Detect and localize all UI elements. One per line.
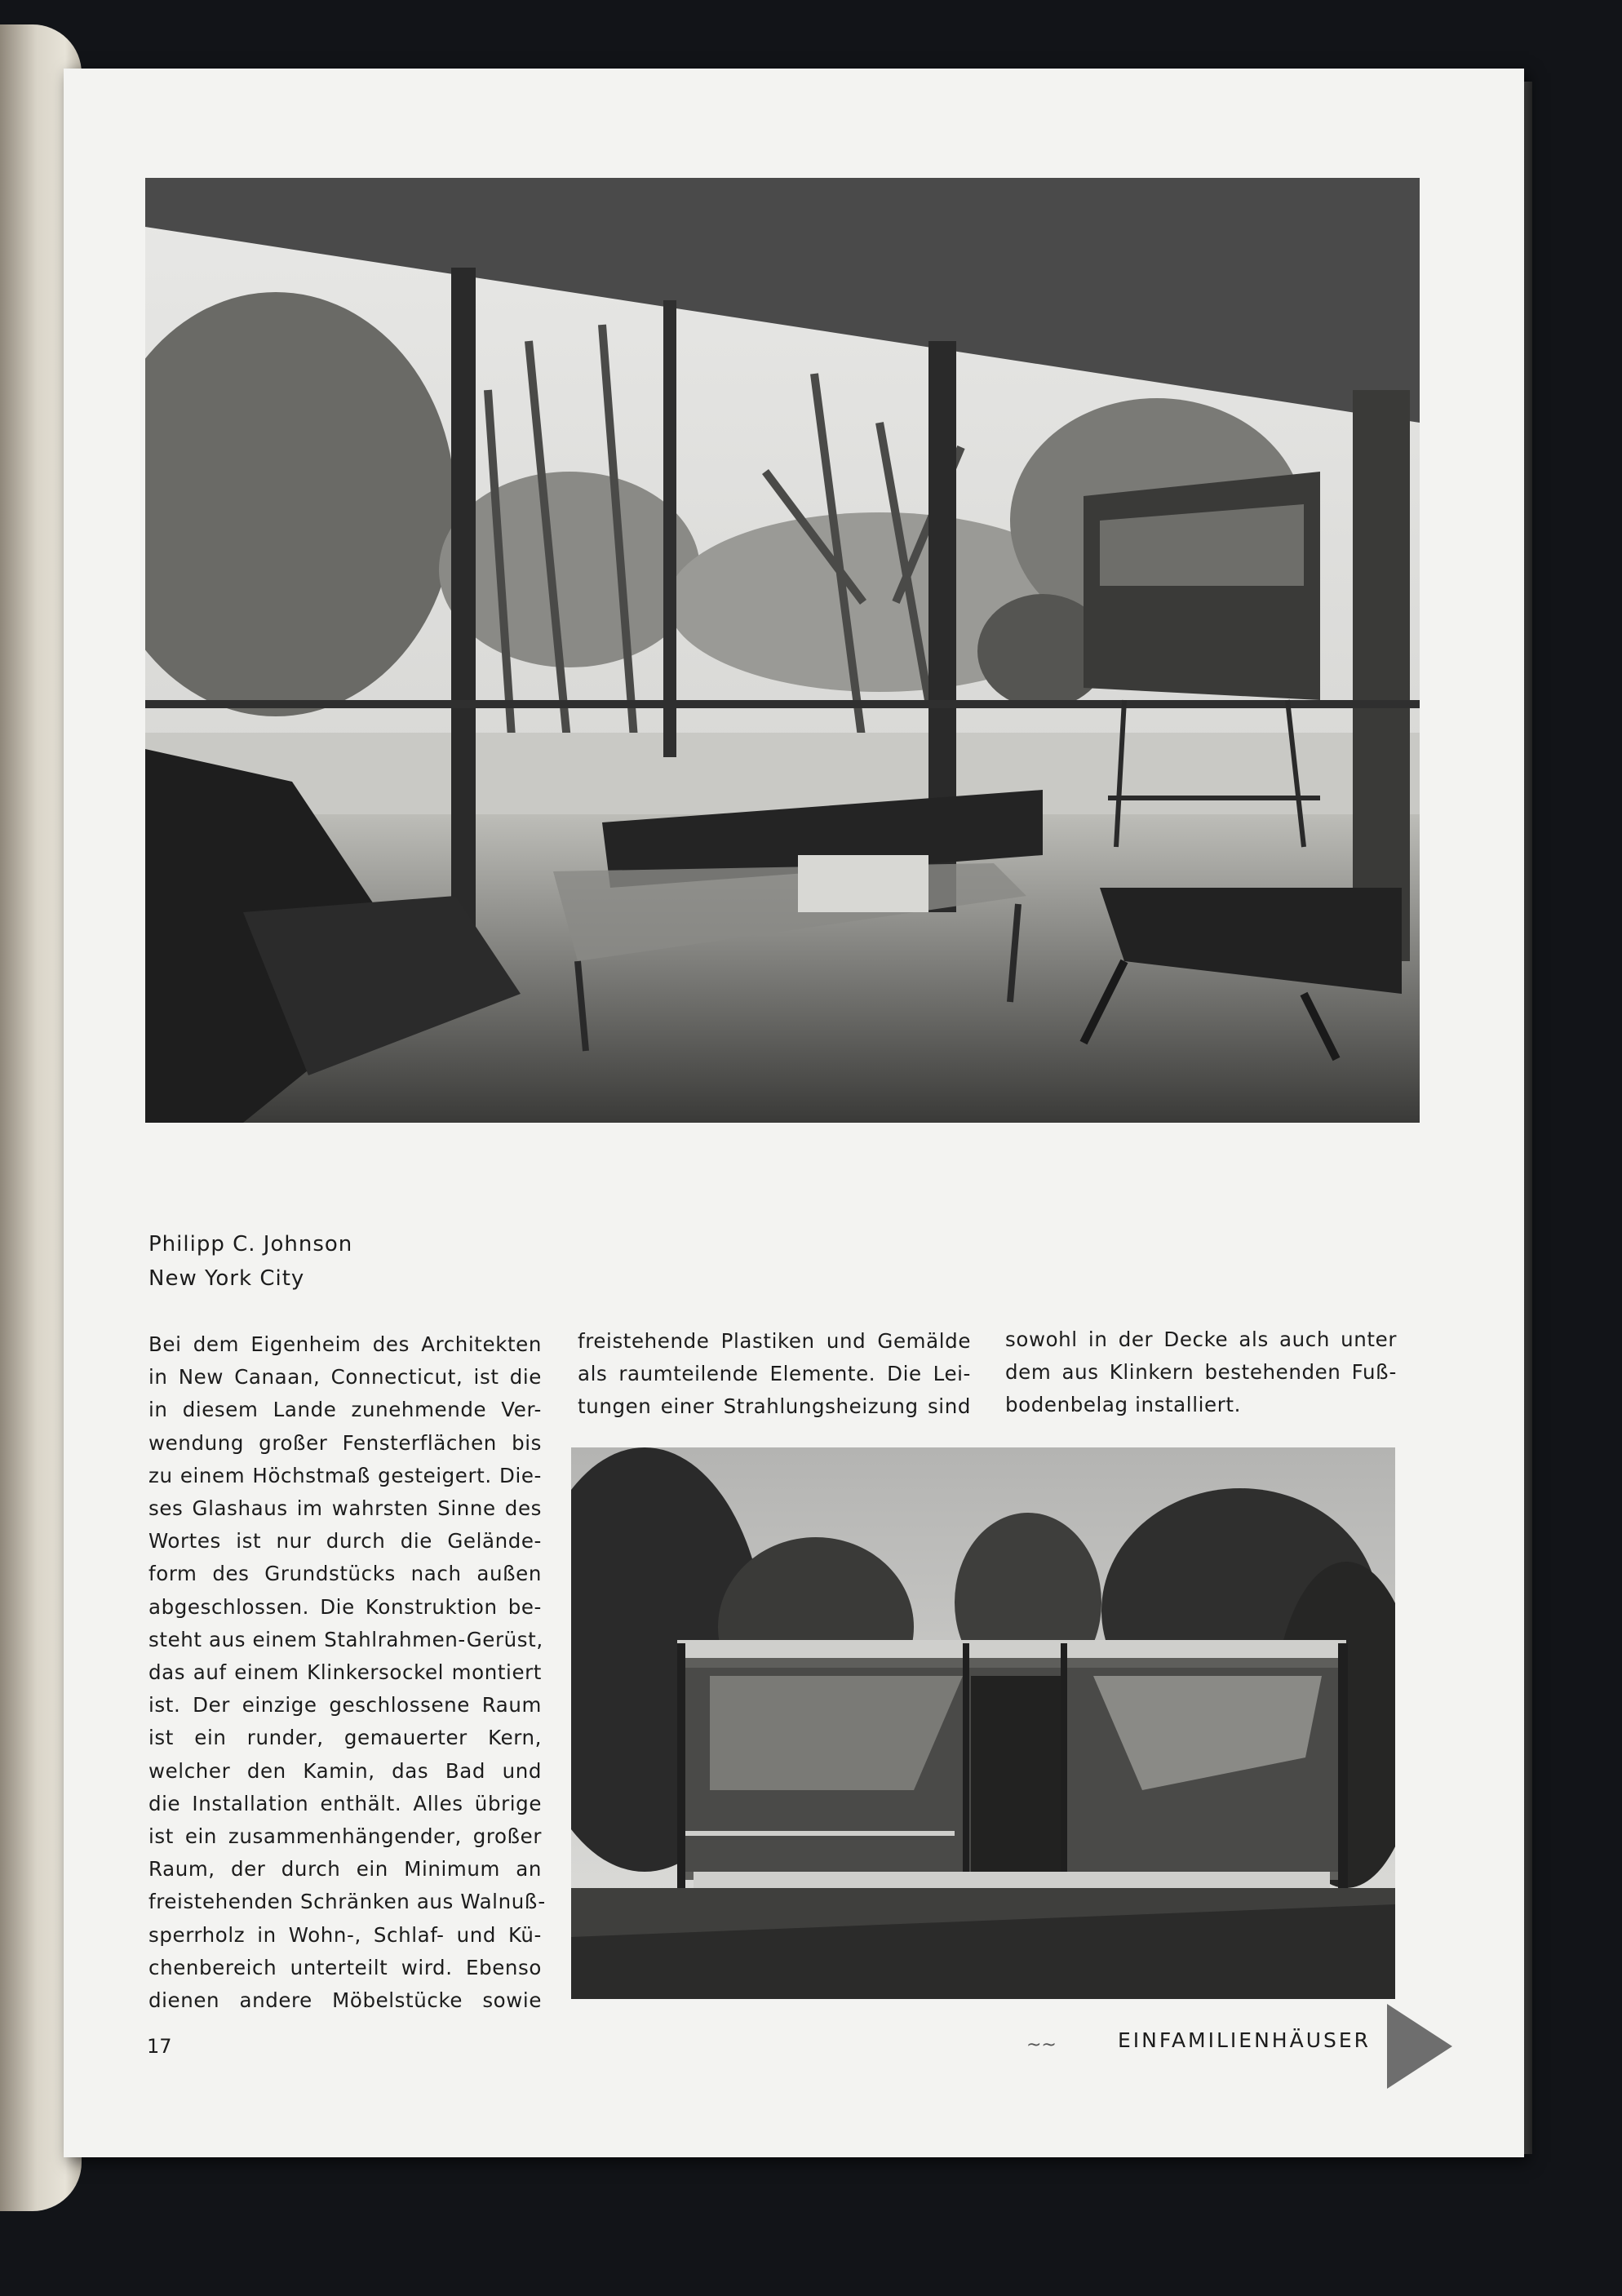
text-line: tungen einer Strahlungsheizung sind <box>578 1394 971 1419</box>
text-column-1 <box>148 1328 546 2017</box>
text-line: sperrholz in Wohn-, Schlaf- und Kü- <box>148 1922 542 1947</box>
magazine-page <box>64 69 1524 2157</box>
text-line: ist ein zusammenhängender, großer <box>148 1824 542 1849</box>
section-title: EINFAMILIENHÄUSER <box>1118 2028 1372 2052</box>
text-line: form des Grundstücks nach außen <box>148 1562 542 1586</box>
exterior-photo <box>571 1447 1395 1999</box>
text-line: freistehenden Schränken aus Walnuß- <box>148 1890 546 1914</box>
text-line: das auf einem Klinkersockel montiert <box>148 1660 542 1685</box>
text-line: zu einem Höchstmaß gesteigert. Die- <box>148 1463 542 1487</box>
text-line: sowohl in der Decke als auch unter <box>1005 1328 1397 1351</box>
text-line: Bei dem Eigenheim des Architekten <box>148 1332 542 1356</box>
text-line: ses Glashaus im wahrsten Sinne des <box>148 1496 542 1521</box>
text-line: als raumteilende Elemente. Die Lei- <box>578 1362 971 1386</box>
text-line: die Installation enthält. Alles übrige <box>148 1791 542 1815</box>
text-line: dem aus Klinkern bestehenden Fuß- <box>1005 1360 1397 1385</box>
location: New York City <box>148 1266 305 1291</box>
architect-name: Philipp C. Johnson <box>148 1232 353 1257</box>
text-line: Wortes ist nur durch die Gelände- <box>148 1529 542 1554</box>
text-line: Raum, der durch ein Minimum an <box>148 1857 542 1882</box>
text-line: wendung großer Fensterflächen bis <box>148 1430 542 1455</box>
text-line: steht aus einem Stahlrahmen-Gerüst, <box>148 1627 543 1651</box>
page-number: 17 <box>147 2035 172 2058</box>
text-line: bodenbelag installiert. <box>1005 1393 1241 1417</box>
text-line: chenbereich unterteilt wird. Ebenso <box>148 1955 542 1979</box>
text-column-2 <box>578 1325 971 1424</box>
interior-photo <box>145 178 1420 1123</box>
text-line: freistehende Plastiken und Gemälde <box>578 1329 971 1353</box>
text-line: in diesem Lande zunehmende Ver- <box>148 1398 542 1422</box>
text-line: ist ein runder, gemauerter Kern, <box>148 1726 542 1750</box>
text-line: welcher den Kamin, das Bad und <box>148 1758 542 1783</box>
text-line: dienen andere Möbelstücke sowie <box>148 1988 542 2013</box>
text-column-3 <box>1005 1323 1397 1422</box>
ornament-mark: ~~ <box>1026 2035 1057 2055</box>
text-line: ist. Der einzige geschlossene Raum <box>148 1693 542 1718</box>
photo-caption <box>148 1227 352 1296</box>
text-line: in New Canaan, Connecticut, ist die <box>148 1365 542 1390</box>
section-arrow-icon <box>1387 2004 1452 2089</box>
text-line: abgeschlossen. Die Konstruktion be- <box>148 1594 542 1619</box>
